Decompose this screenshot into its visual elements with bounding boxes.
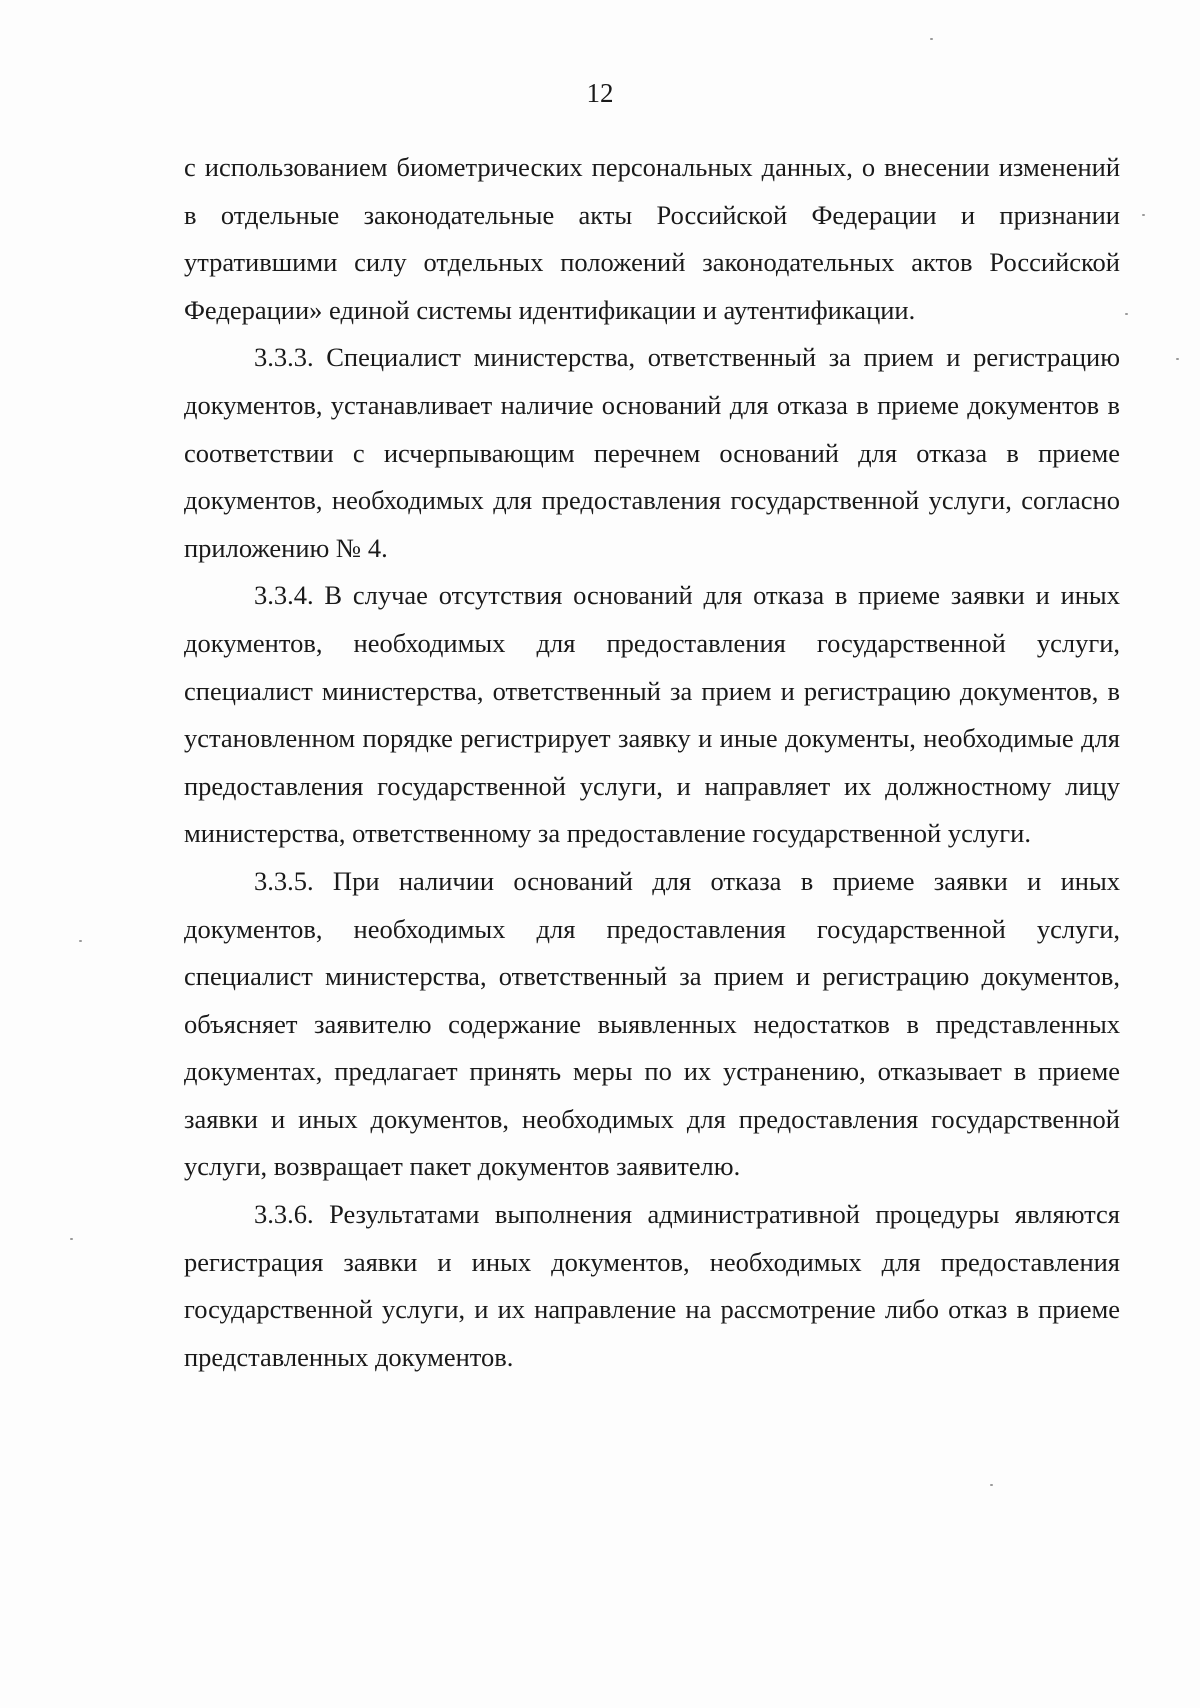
- scan-speck: [930, 38, 933, 40]
- scan-speck: [1142, 214, 1145, 216]
- paragraph-3-3-3: 3.3.3. Специалист министерства, ответственный за прием и регистрацию документов, устанавливает наличие оснований для отказа в приеме документов в соответствии с исчерпывающим перечнем оснований для отказа в приеме документов, необходимых для предоставления государственной услуги, согласно приложению № 4.: [184, 342, 1120, 563]
- scan-speck: [70, 1238, 73, 1240]
- body-text: [184, 144, 1120, 1381]
- paragraph-3-3-4: 3.3.4. В случае отсутствия оснований для отказа в приеме заявки и иных документов, необходимых для предоставления государственной услуги, специалист министерства, ответственный за прием и регистрацию документов, в установленном порядке регистрирует заявку и иные документы, необходимые для предоставления государственной услуги, и направляет их должностному лицу министерства, ответственному за предоставление государственной услуги.: [184, 580, 1120, 849]
- scan-speck: [1176, 358, 1179, 360]
- scan-speck: [990, 1484, 993, 1486]
- page-number: 12: [586, 78, 614, 108]
- scan-speck: [79, 940, 82, 942]
- scan-speck: [1125, 313, 1128, 315]
- paragraph-continuation: с использованием биометрических персональных данных, о внесении изменений в отдельные законодательные акты Российской Федерации и признании утратившими силу отдельных положений законодательных актов Российской Федерации» единой системы идентификации и аутентификации.: [184, 152, 1120, 325]
- paragraph-3-3-6: 3.3.6. Результатами выполнения административной процедуры являются регистрация заявки и иных документов, необходимых для предоставления государственной услуги, и их направление на рассмотрение либо отказ в приеме представленных документов.: [184, 1199, 1120, 1372]
- paragraph-3-3-5: 3.3.5. При наличии оснований для отказа в приеме заявки и иных документов, необходимых для предоставления государственной услуги, специалист министерства, ответственный за прием и регистрацию документов, объясняет заявителю содержание выявленных недостатков в представленных документах, предлагает принять меры по их устранению, отказывает в приеме заявки и иных документов, необходимых для предоставления государственной услуги, возвращает пакет документов заявителю.: [184, 865, 1120, 1182]
